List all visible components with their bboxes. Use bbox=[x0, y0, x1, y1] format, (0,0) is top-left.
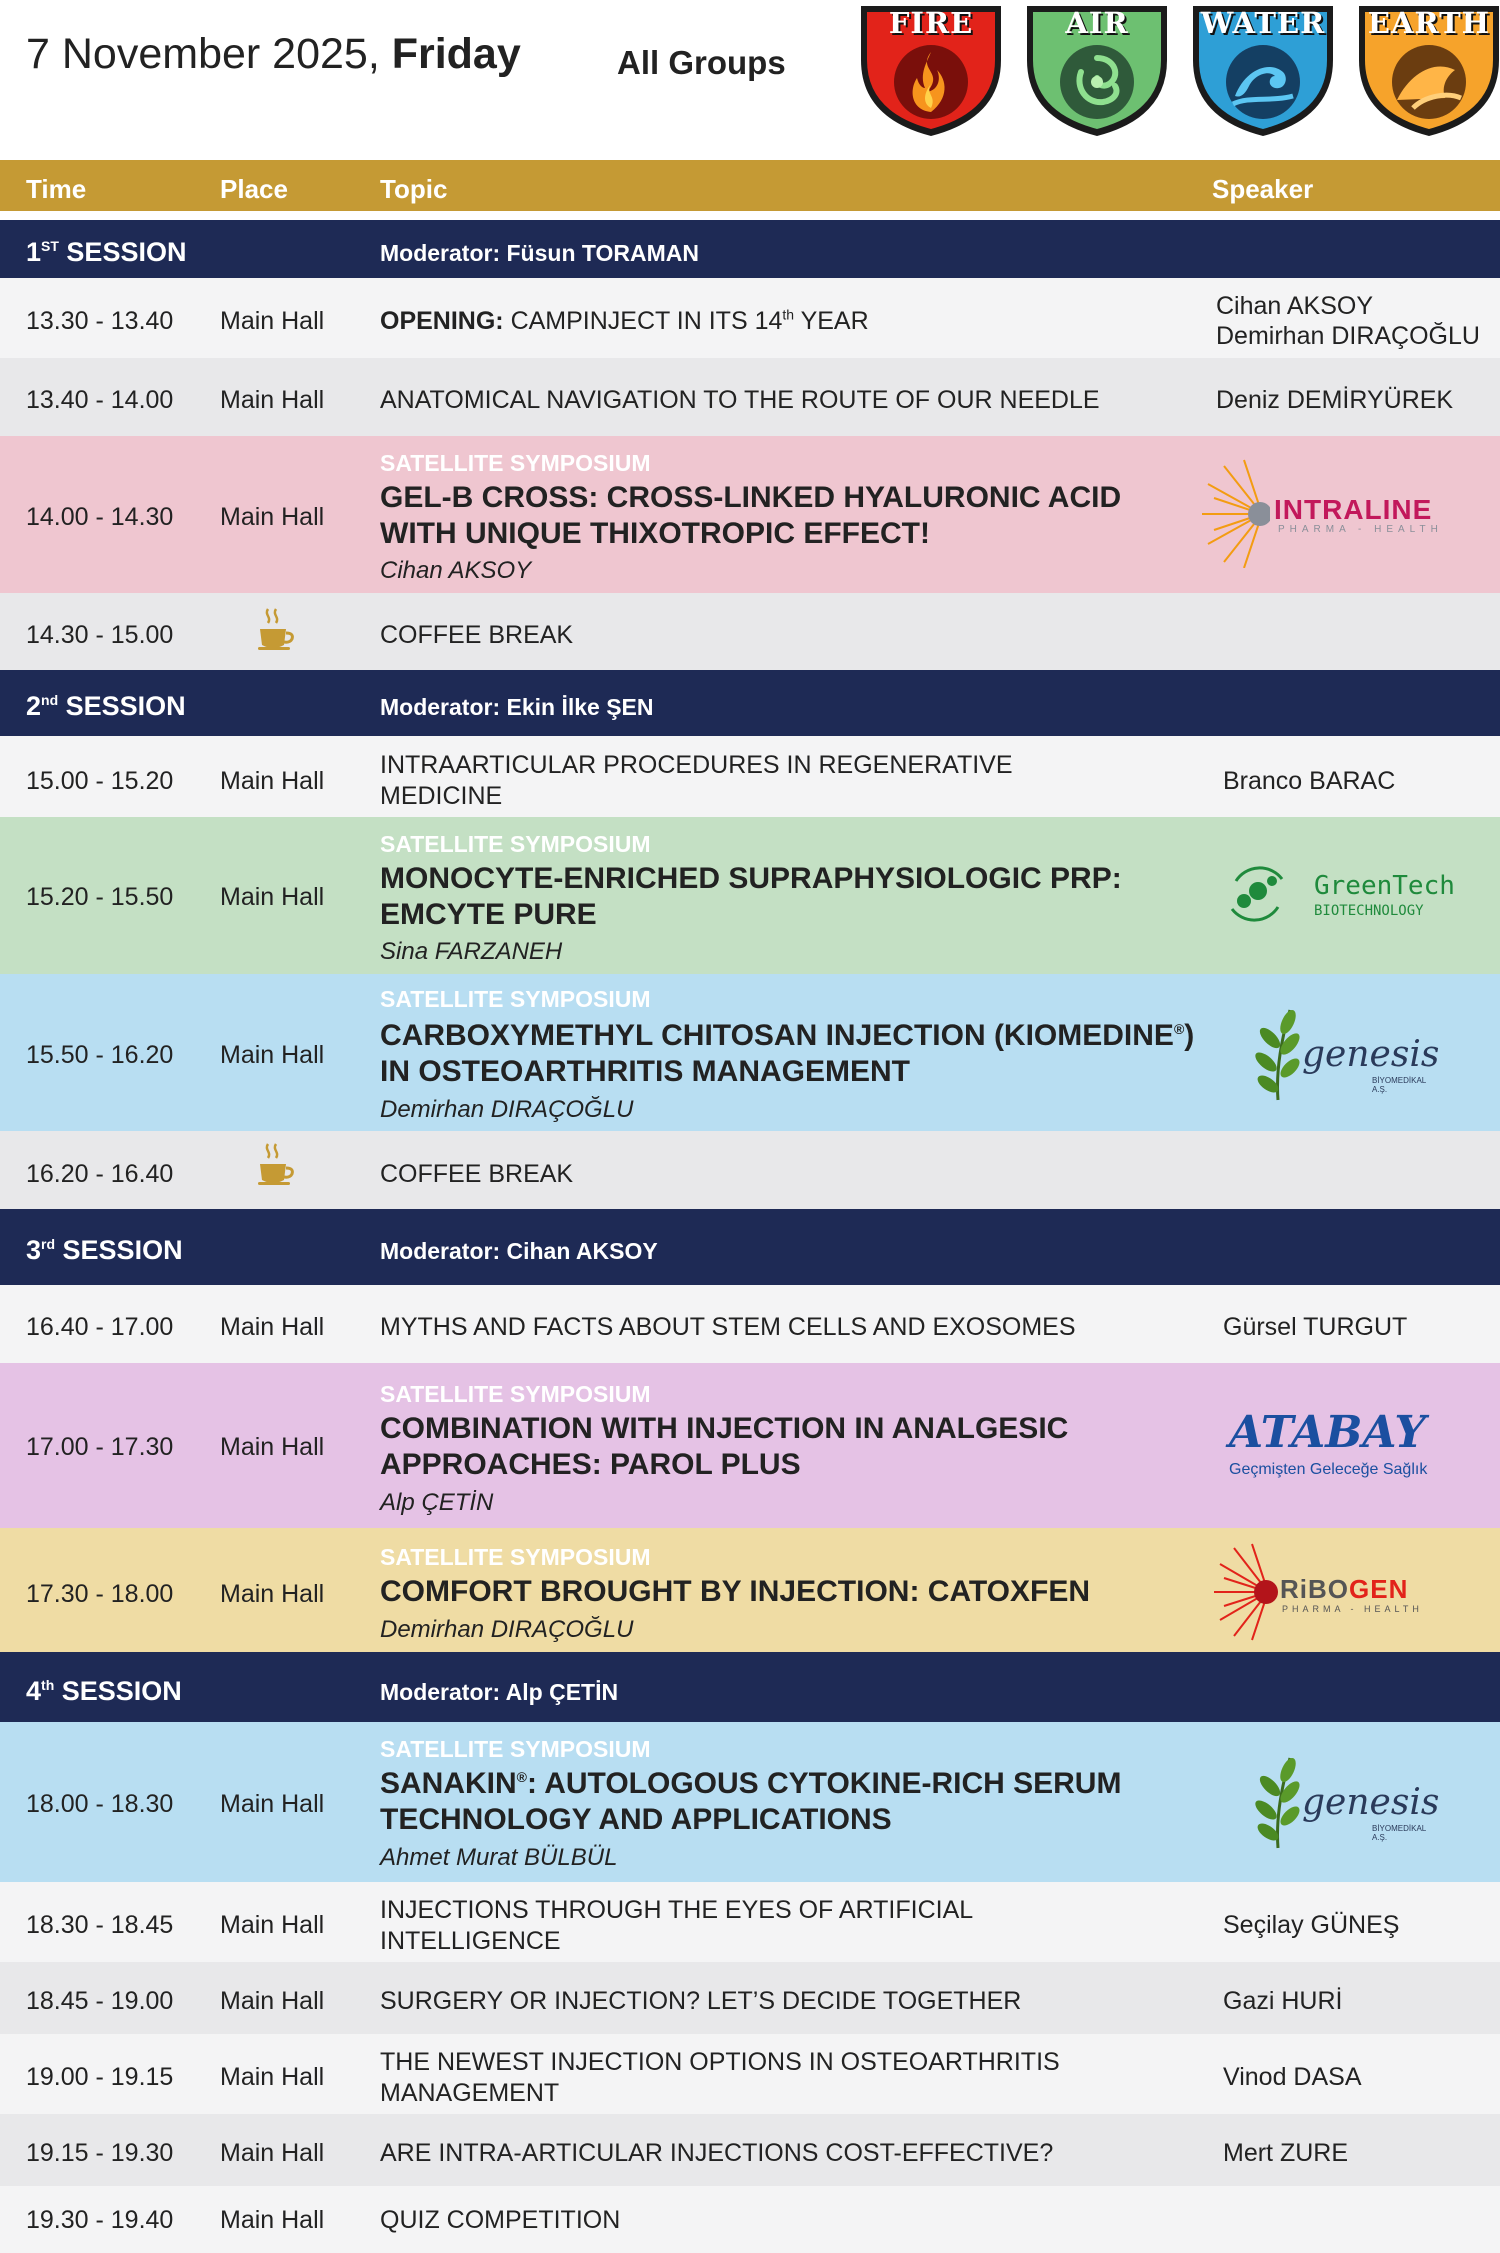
satellite-label: SATELLITE SYMPOSIUM bbox=[380, 986, 651, 1012]
session-moderator: Moderator: Cihan AKSOY bbox=[380, 1238, 658, 1264]
row-time: 14.30 - 15.00 bbox=[26, 621, 174, 649]
title-line: MONOCYTE-ENRICHED SUPRAPHYSIOLOGIC PRP: bbox=[380, 862, 1122, 895]
leaf-icon bbox=[1250, 1752, 1302, 1852]
title-line bbox=[380, 1766, 1220, 1802]
session-moderator: Moderator: Füsun TORAMAN bbox=[380, 240, 700, 266]
logo-text: INTRALINE bbox=[1274, 494, 1433, 525]
row-time: 19.30 - 19.40 bbox=[26, 2206, 174, 2234]
molecule-icon bbox=[1222, 859, 1292, 929]
weekday-text: Friday bbox=[391, 30, 521, 78]
badge-label: AIR bbox=[1065, 6, 1129, 40]
row-topic: COFFEE BREAK bbox=[380, 621, 574, 649]
title-text-end: : AUTOLOGOUS CYTOKINE-RICH SERUM bbox=[527, 1767, 1122, 1800]
logo-subtext: BIOTECHNOLOGY bbox=[1314, 903, 1424, 919]
row-time: 15.50 - 16.20 bbox=[26, 1041, 174, 1069]
session-ordinal: ST bbox=[41, 238, 59, 254]
row-time: 15.20 - 15.50 bbox=[26, 883, 174, 911]
topic-text-end: YEAR bbox=[794, 307, 869, 335]
intraline-logo bbox=[1200, 458, 1460, 568]
group-badges bbox=[0, 0, 1500, 140]
satellite-label: SATELLITE SYMPOSIUM bbox=[380, 831, 651, 857]
table-row bbox=[0, 278, 1500, 358]
row-speaker-2: Demirhan DIRAÇOĞLU bbox=[1216, 322, 1480, 350]
row-place: Main Hall bbox=[220, 1433, 325, 1461]
row-place: Main Hall bbox=[220, 1911, 325, 1939]
row-speaker: Gürsel TURGUT bbox=[1223, 1313, 1408, 1341]
registered-mark: ® bbox=[516, 1769, 527, 1785]
row-place: Main Hall bbox=[220, 883, 325, 911]
satellite-label: SATELLITE SYMPOSIUM bbox=[380, 1381, 651, 1407]
session-ordinal: th bbox=[41, 1677, 55, 1693]
satellite-speaker: Alp ÇETİN bbox=[380, 1489, 494, 1516]
title-line: COMBINATION WITH INJECTION IN ANALGESIC bbox=[380, 1412, 1069, 1445]
satellite-title bbox=[380, 1766, 1220, 1838]
badge-label: WATER bbox=[1200, 6, 1326, 40]
registered-mark: ® bbox=[1173, 1021, 1185, 1037]
title-line: APPROACHES: PAROL PLUS bbox=[380, 1448, 801, 1481]
logo-text: GreenTech bbox=[1314, 871, 1455, 901]
coffee-break-row bbox=[0, 1131, 1500, 1209]
row-time: 19.00 - 19.15 bbox=[26, 2063, 174, 2091]
topic-prefix: OPENING: bbox=[380, 307, 504, 335]
row-speaker: Branco BARAC bbox=[1223, 767, 1396, 795]
row-place: Main Hall bbox=[220, 307, 325, 335]
coffee-cup-icon bbox=[256, 1142, 296, 1188]
session-number: 1 bbox=[26, 237, 42, 267]
satellite-row bbox=[0, 1363, 1500, 1528]
session-title bbox=[26, 237, 186, 268]
title-text: SANAKIN bbox=[380, 1767, 517, 1800]
badge-label: FIRE bbox=[888, 6, 974, 40]
title-line: TECHNOLOGY AND APPLICATIONS bbox=[380, 1803, 892, 1836]
session-moderator: Moderator: Ekin İlke ŞEN bbox=[380, 694, 654, 720]
badge-air bbox=[1023, 0, 1171, 140]
row-topic: SURGERY OR INJECTION? LET’S DECIDE TOGETHER bbox=[380, 1987, 1022, 2015]
satellite-speaker: Cihan AKSOY bbox=[380, 557, 532, 584]
atabay-logo bbox=[1225, 1407, 1455, 1487]
topic-line: INTELLIGENCE bbox=[380, 1927, 561, 1955]
satellite-row bbox=[0, 817, 1500, 974]
session-title bbox=[26, 1235, 183, 1266]
row-time: 17.30 - 18.00 bbox=[26, 1580, 174, 1608]
logo-subtext: PHARMA - HEALTH bbox=[1278, 524, 1443, 535]
session-number: 2 bbox=[26, 691, 42, 721]
logo-text-b: GEN bbox=[1349, 1574, 1409, 1604]
session-label: SESSION bbox=[54, 1676, 182, 1706]
row-topic bbox=[380, 307, 869, 336]
table-row bbox=[0, 1882, 1500, 1962]
col-speaker: Speaker bbox=[1212, 174, 1314, 204]
topic-line: THE NEWEST INJECTION OPTIONS IN OSTEOARTHRITIS bbox=[380, 2048, 1060, 2076]
topic-ordinal: th bbox=[782, 306, 795, 323]
title-line: COMFORT BROUGHT BY INJECTION: CATOXFEN bbox=[380, 1575, 1091, 1608]
table-header bbox=[0, 160, 1500, 214]
session-title bbox=[26, 691, 186, 722]
col-time: Time bbox=[26, 174, 87, 204]
row-place: Main Hall bbox=[220, 2063, 325, 2091]
satellite-label: SATELLITE SYMPOSIUM bbox=[380, 1736, 651, 1762]
table-row bbox=[0, 1962, 1500, 2034]
title-line: GEL-B CROSS: CROSS-LINKED HYALURONIC ACID bbox=[380, 481, 1122, 514]
row-speaker: Seçilay GÜNEŞ bbox=[1223, 1911, 1400, 1939]
date-text: 7 November 2025, bbox=[26, 30, 392, 78]
row-time: 15.00 - 15.20 bbox=[26, 767, 174, 795]
row-topic: ARE INTRA-ARTICULAR INJECTIONS COST-EFFECTIVE? bbox=[380, 2139, 1054, 2167]
row-place: Main Hall bbox=[220, 767, 325, 795]
ribogen-logo bbox=[1212, 1542, 1452, 1642]
row-speaker: Gazi HURİ bbox=[1223, 1987, 1343, 2015]
row-time: 19.15 - 19.30 bbox=[26, 2139, 174, 2167]
topic-line: INTRAARTICULAR PROCEDURES IN REGENERATIVE bbox=[380, 751, 1013, 779]
row-speaker: Mert ZURE bbox=[1223, 2139, 1348, 2167]
row-place: Main Hall bbox=[220, 503, 325, 531]
row-topic: MYTHS AND FACTS ABOUT STEM CELLS AND EXOSOMES bbox=[380, 1313, 1076, 1341]
satellite-title bbox=[380, 1574, 1220, 1610]
row-topic bbox=[380, 2047, 1060, 2109]
session-label: SESSION bbox=[58, 237, 187, 267]
row-time: 14.00 - 14.30 bbox=[26, 503, 174, 531]
row-place: Main Hall bbox=[220, 1041, 325, 1069]
logo-text: ATABAY bbox=[1229, 1407, 1426, 1458]
table-row bbox=[0, 2034, 1500, 2114]
row-place: Main Hall bbox=[220, 1313, 325, 1341]
page-header bbox=[0, 0, 1500, 160]
satellite-row bbox=[0, 1528, 1500, 1652]
row-place: Main Hall bbox=[220, 1987, 325, 2015]
table-row bbox=[0, 1285, 1500, 1363]
logo-subtext: Geçmişten Geleceğe Sağlık bbox=[1229, 1461, 1428, 1478]
logo-text: genesis bbox=[1302, 1034, 1440, 1075]
row-speaker: Cihan AKSOY bbox=[1216, 292, 1374, 320]
session-header bbox=[0, 1652, 1500, 1722]
logo-text bbox=[1280, 1574, 1408, 1605]
satellite-title bbox=[380, 480, 1220, 552]
table-row bbox=[0, 2186, 1500, 2253]
topic-line: MANAGEMENT bbox=[380, 2079, 560, 2107]
session-number: 3 bbox=[26, 1235, 42, 1265]
satellite-title bbox=[380, 861, 1220, 933]
satellite-speaker: Ahmet Murat BÜLBÜL bbox=[380, 1844, 618, 1871]
logo-subtext: PHARMA - HEALTH bbox=[1282, 1604, 1423, 1614]
satellite-speaker: Sina FARZANEH bbox=[380, 938, 563, 965]
row-topic bbox=[380, 750, 1013, 812]
badge-fire bbox=[857, 0, 1005, 140]
session-header bbox=[0, 670, 1500, 736]
satellite-speaker: Demirhan DIRAÇOĞLU bbox=[380, 1096, 634, 1123]
satellite-row bbox=[0, 436, 1500, 593]
sunburst-icon bbox=[1212, 1542, 1282, 1642]
row-time: 18.00 - 18.30 bbox=[26, 1790, 174, 1818]
title-line: WITH UNIQUE THIXOTROPIC EFFECT! bbox=[380, 517, 930, 550]
genesis-logo bbox=[1250, 1004, 1440, 1104]
col-place: Place bbox=[220, 174, 288, 204]
satellite-row bbox=[0, 1722, 1500, 1882]
row-time: 16.40 - 17.00 bbox=[26, 1313, 174, 1341]
title-line bbox=[380, 1018, 1240, 1054]
session-ordinal: rd bbox=[41, 1236, 56, 1252]
coffee-cup-icon bbox=[256, 607, 296, 653]
session-ordinal: nd bbox=[41, 692, 59, 708]
session-number: 4 bbox=[26, 1676, 42, 1706]
badge-water bbox=[1189, 0, 1337, 140]
row-place: Main Hall bbox=[220, 1790, 325, 1818]
title-text-end: ) bbox=[1184, 1019, 1195, 1052]
sunburst-icon bbox=[1200, 458, 1270, 568]
satellite-title bbox=[380, 1018, 1240, 1090]
session-title bbox=[26, 1676, 182, 1707]
satellite-label: SATELLITE SYMPOSIUM bbox=[380, 1544, 651, 1570]
logo-text: genesis bbox=[1302, 1782, 1440, 1823]
row-topic: COFFEE BREAK bbox=[380, 1160, 574, 1188]
row-place: Main Hall bbox=[220, 2206, 325, 2234]
greentech-logo bbox=[1222, 859, 1462, 929]
session-label: SESSION bbox=[55, 1235, 183, 1265]
title-line: IN OSTEOARTHRITIS MANAGEMENT bbox=[380, 1055, 910, 1088]
satellite-title bbox=[380, 1411, 1220, 1483]
genesis-logo bbox=[1250, 1752, 1440, 1852]
row-speaker: Vinod DASA bbox=[1223, 2063, 1362, 2091]
row-time: 18.45 - 19.00 bbox=[26, 1987, 174, 2015]
leaf-icon bbox=[1250, 1004, 1302, 1104]
row-time: 18.30 - 18.45 bbox=[26, 1911, 174, 1939]
table-row bbox=[0, 358, 1500, 436]
row-place: Main Hall bbox=[220, 2139, 325, 2167]
col-topic: Topic bbox=[380, 174, 448, 204]
satellite-label: SATELLITE SYMPOSIUM bbox=[380, 450, 651, 476]
groups-label: All Groups bbox=[617, 44, 786, 81]
satellite-row bbox=[0, 974, 1500, 1131]
topic-line: INJECTIONS THROUGH THE EYES OF ARTIFICIAL bbox=[380, 1896, 974, 1924]
logo-text-a: RiBO bbox=[1280, 1574, 1349, 1604]
row-place: Main Hall bbox=[220, 386, 325, 414]
coffee-break-row bbox=[0, 593, 1500, 670]
satellite-speaker: Demirhan DIRAÇOĞLU bbox=[380, 1616, 634, 1643]
row-time: 17.00 - 17.30 bbox=[26, 1433, 174, 1461]
row-time: 13.30 - 13.40 bbox=[26, 307, 174, 335]
session-label: SESSION bbox=[58, 691, 186, 721]
badge-label: EARTH bbox=[1367, 6, 1491, 40]
table-row bbox=[0, 736, 1500, 817]
row-time: 13.40 - 14.00 bbox=[26, 386, 174, 414]
logo-subtext: BİYOMEDİKAL A.Ş. bbox=[1372, 1076, 1426, 1094]
session-header bbox=[0, 1209, 1500, 1285]
title-line: EMCYTE PURE bbox=[380, 898, 597, 931]
session-moderator: Moderator: Alp ÇETİN bbox=[380, 1679, 619, 1705]
topic-line: MEDICINE bbox=[380, 782, 503, 810]
title-text: CARBOXYMETHYL CHITOSAN INJECTION (KIOMEDINE bbox=[380, 1019, 1174, 1052]
row-speaker: Deniz DEMİRYÜREK bbox=[1216, 386, 1454, 414]
row-topic: QUIZ COMPETITION bbox=[380, 2206, 621, 2234]
row-time: 16.20 - 16.40 bbox=[26, 1160, 174, 1188]
session-header bbox=[0, 220, 1500, 278]
row-place: Main Hall bbox=[220, 1580, 325, 1608]
table-row bbox=[0, 2114, 1500, 2186]
row-topic bbox=[380, 1895, 973, 1957]
logo-subtext: BİYOMEDİKAL A.Ş. bbox=[1372, 1824, 1426, 1842]
row-topic: ANATOMICAL NAVIGATION TO THE ROUTE OF OUR NEEDLE bbox=[380, 386, 1100, 414]
badge-earth bbox=[1355, 0, 1500, 140]
topic-text: CAMPINJECT IN ITS 14 bbox=[503, 307, 783, 335]
